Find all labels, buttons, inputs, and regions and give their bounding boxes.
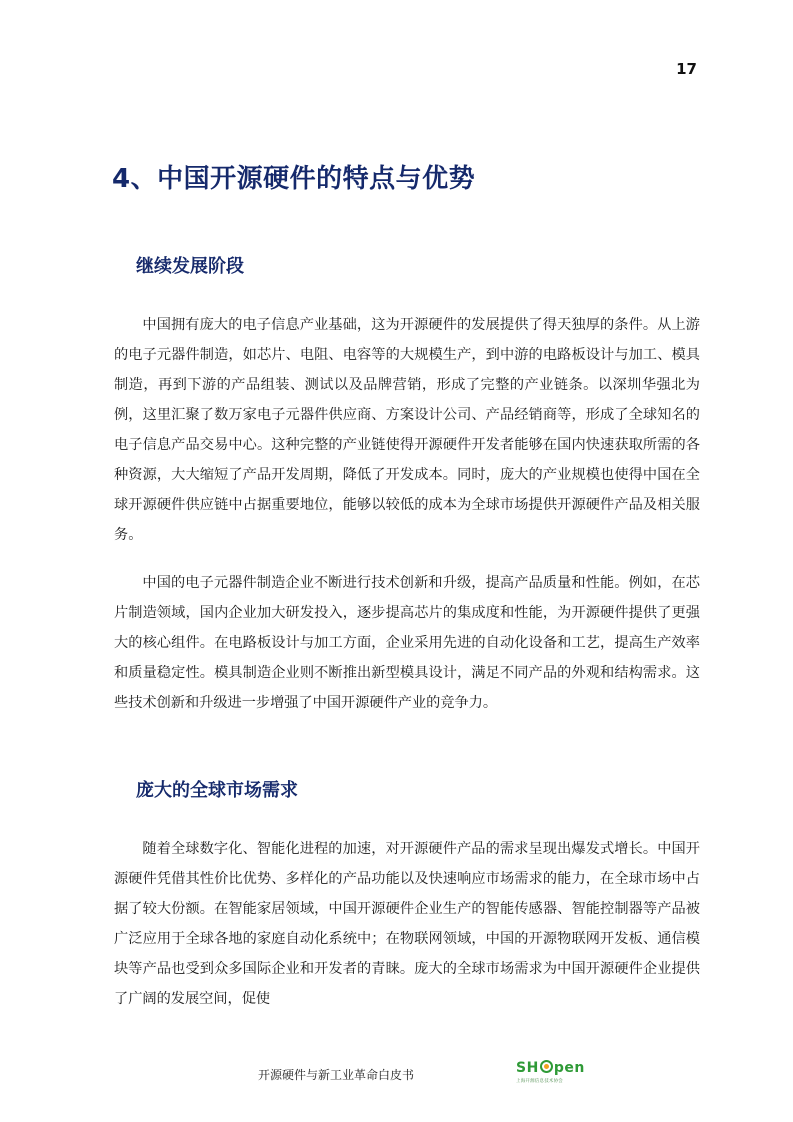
logo-prefix: SH — [516, 1060, 539, 1076]
logo-wordmark — [516, 1060, 596, 1076]
section-heading-continued-development: 继续发展阶段 — [136, 256, 244, 277]
logo-subtitle: 上海开源信息技术协会 — [516, 1079, 563, 1084]
footer-book-title: 开源硬件与新工业革命白皮书 — [258, 1068, 415, 1082]
logo-suffix: pen — [553, 1060, 585, 1076]
paragraph-industry-base: 中国拥有庞大的电子信息产业基础，这为开源硬件的发展提供了得天独厚的条件。从上游的电子元器件制造，如芯片、电阻、电容等的大规模生产，到中游的电路板设计与加工、模具制造，再到下游的产品组装、测试以及品牌营销，形成了完整的产业链条。以深圳华强北为例，这里汇聚了数万家电子元器件供应商、方案设计公司、产品经销商等，形成了全球知名的电子信息产品交易中心。这种完整的产业链使得开源硬件开发者能够在国内快速获取所需的各种资源，大大缩短了产品开发周期，降低了开发成本。同时，庞大的产业规模也使得中国在全球开源硬件供应链中占据重要地位，能够以较低的成本为全球市场提供开源硬件产品及相关服务。 — [114, 317, 700, 543]
section-heading-global-demand: 庞大的全球市场需求 — [136, 780, 298, 801]
paragraph-tech-innovation: 中国的电子元器件制造企业不断进行技术创新和升级，提高产品质量和性能。例如，在芯片制造领域，国内企业加大研发投入，逐步提高芯片的集成度和性能，为开源硬件提供了更强大的核心组件。在电路板设计与加工方面，企业采用先进的自动化设备和工艺，提高生产效率和质量稳定性。模具制造企业则不断推出新型模具设计，满足不同产品的外观和结构需求。这些技术创新和升级进一步增强了中国开源硬件产业的竞争力。 — [114, 575, 700, 711]
logo-o-icon — [540, 1060, 553, 1073]
page-number: 17 — [676, 60, 697, 78]
page-title: 4、中国开源硬件的特点与优势 — [112, 164, 476, 194]
shopen-logo — [516, 1060, 596, 1088]
paragraph-global-demand: 随着全球数字化、智能化进程的加速，对开源硬件产品的需求呈现出爆发式增长。中国开源硬件凭借其性价比优势、多样化的产品功能以及快速响应市场需求的能力，在全球市场中占据了较大份额。在智能家居领域，中国开源硬件企业生产的智能传感器、智能控制器等产品被广泛应用于全球各地的家庭自动化系统中；在物联网领域，中国的开源物联网开发板、通信模块等产品也受到众多国际企业和开发者的青睐。庞大的全球市场需求为中国开源硬件企业提供了广阔的发展空间，促使 — [114, 841, 700, 1007]
